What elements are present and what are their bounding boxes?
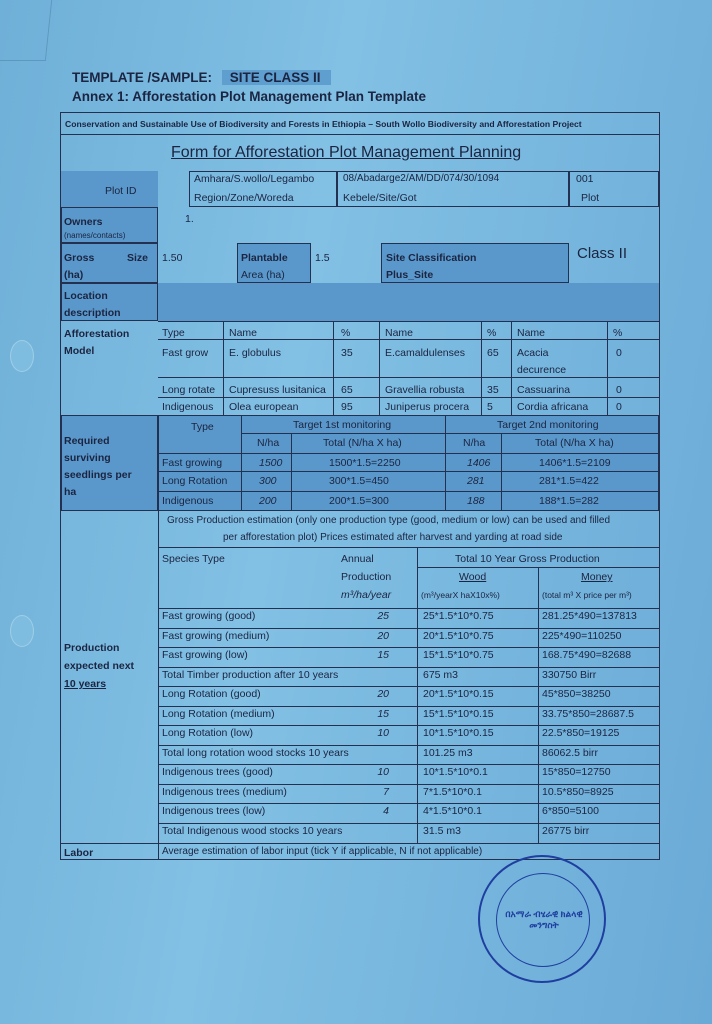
model-type: Fast grow: [162, 347, 209, 359]
species-name: Olea european: [229, 401, 299, 413]
production-header: Production: [341, 571, 392, 583]
owners-sub-label: (names/contacts): [64, 231, 126, 240]
production-money: 168.75*490=82688: [542, 649, 632, 661]
production-wood: 20*1.5*10*0.15: [423, 688, 494, 700]
stamp-text: በአማራ ብሄራዊ ክልላዊ መንግስት: [505, 909, 583, 930]
description-label: description: [64, 307, 121, 319]
seedling-n1: 200: [259, 495, 277, 507]
production-annual: 7: [383, 785, 389, 798]
production-species: Total Indigenous wood stocks 10 years: [162, 824, 343, 837]
money-header: Money: [581, 571, 613, 583]
seedling-total1: 300*1.5=450: [329, 475, 389, 487]
seedling-type: Fast growing: [162, 457, 223, 469]
species-name: Gravellia robusta: [385, 384, 465, 396]
production-species: Indigenous trees (medium): [162, 785, 287, 798]
seedling-n2: 188: [467, 495, 485, 507]
total-header: Total (N/ha X ha): [535, 437, 614, 449]
model-type: Indigenous: [162, 401, 214, 413]
production-annual: 25: [377, 610, 389, 622]
annual-header: Annual: [341, 553, 374, 565]
production-wood: 675 m3: [423, 668, 459, 681]
seedling-total2: 188*1.5=282: [539, 495, 599, 507]
seedling-n2: 1406: [467, 457, 491, 469]
production-annual: 15: [377, 649, 389, 661]
model-pct-header: %: [341, 327, 351, 339]
model-label: Afforestation: [64, 328, 130, 340]
seedling-total1: 1500*1.5=2250: [329, 457, 401, 469]
production-species: Indigenous trees (good): [162, 766, 273, 778]
production-species: Fast growing (medium): [162, 629, 270, 642]
seedling-total1: 200*1.5=300: [329, 495, 389, 507]
production-wood: 7*1.5*10*0.1: [423, 785, 482, 798]
target2-header: Target 2nd monitoring: [497, 419, 599, 431]
class-value: Class II: [577, 245, 628, 262]
production-money: 22.5*850=19125: [542, 727, 620, 739]
species-pct: 35: [487, 384, 499, 396]
production-money: 15*850=12750: [542, 766, 611, 778]
species-pct: 95: [341, 401, 353, 413]
template-heading: [72, 70, 331, 85]
punch-hole: [10, 615, 34, 647]
seedling-n1: 1500: [259, 457, 283, 469]
species-pct: 0: [616, 384, 622, 396]
model-name-header: Name: [517, 327, 546, 339]
area-label: Area (ha): [241, 269, 285, 281]
wood-sub-header: (m³/yearX haX10x%): [421, 590, 500, 600]
plantable-value: 1.5: [315, 252, 330, 264]
species-pct: 65: [487, 347, 499, 359]
production-wood: 15*1.5*10*0.75: [423, 649, 494, 661]
production-wood: 10*1.5*10*0.15: [423, 727, 494, 739]
plus-site-label: Plus_Site: [386, 269, 434, 281]
species-pct: 5: [487, 401, 493, 413]
official-stamp: [478, 855, 606, 983]
owners-value: 1.: [185, 213, 194, 225]
seedling-n1: 300: [259, 475, 277, 487]
kebele-label: Kebele/Site/Got: [343, 192, 417, 204]
production-annual: 20: [377, 688, 389, 700]
production-money: 6*850=5100: [542, 805, 599, 817]
model-name-header: Name: [229, 327, 258, 339]
production-annual: 10: [377, 766, 389, 778]
kebele-value: 08/Abadarge2/AM/DD/074/30/1094: [343, 173, 500, 184]
species-name: Cordia africana: [517, 401, 589, 413]
species-name: E.camaldulenses: [385, 347, 465, 359]
production-label-3: 10 years: [64, 678, 107, 690]
production-species: Long Rotation (low): [162, 727, 254, 739]
seedling-type: Long Rotation: [162, 475, 228, 487]
production-species: Fast growing (good): [162, 610, 256, 622]
seedling-total2: 1406*1.5=2109: [539, 457, 611, 469]
plantable-label: Plantable: [241, 252, 288, 264]
production-species: Fast growing (low): [162, 649, 248, 661]
production-annual: 10: [377, 727, 389, 739]
seedling-total2: 281*1.5=422: [539, 475, 599, 487]
production-wood: 20*1.5*10*0.75: [423, 629, 494, 642]
template-label: TEMPLATE /SAMPLE:: [72, 70, 212, 85]
production-species: Long Rotation (good): [162, 688, 261, 700]
production-label-2: expected next: [64, 660, 135, 672]
ha-label: (ha): [64, 269, 84, 281]
production-annual: 15: [377, 707, 389, 720]
seedlings-type-header: Type: [191, 421, 214, 433]
species-pct: 0: [616, 401, 622, 413]
seedling-type: Indigenous: [162, 495, 214, 507]
gross-value: 1.50: [162, 252, 183, 264]
production-label: Production: [64, 642, 120, 654]
labor-text: Average estimation of labor input (tick Y if applicable, N if not applicable): [162, 846, 483, 857]
seedlings-label: Required surviving seedlings per ha: [64, 435, 132, 498]
total-header: Total (N/ha X ha): [323, 437, 402, 449]
production-wood: 15*1.5*10*0.15: [423, 707, 494, 720]
form-title: Form for Afforestation Plot Management Planning: [171, 144, 522, 161]
species-pct: 65: [341, 384, 353, 396]
site-class-heading: SITE CLASS II: [222, 70, 331, 85]
production-note-2: per afforestation plot) Prices estimated after harvest and yarding at road side: [223, 532, 563, 543]
model-type-header: Type: [162, 327, 185, 339]
region-value: Amhara/S.wollo/Legambo: [194, 173, 315, 185]
production-money: 26775 birr: [542, 824, 590, 837]
species-name: Cupresuss lusitanica: [229, 384, 326, 396]
location-label: Location: [64, 290, 108, 302]
production-money: 330750 Birr: [542, 668, 597, 681]
wood-header: Wood: [459, 571, 487, 583]
region-label: Region/Zone/Woreda: [194, 192, 294, 204]
owners-label: Owners: [64, 216, 103, 228]
production-species: Total long rotation wood stocks 10 years: [162, 746, 349, 759]
total-production-header: Total 10 Year Gross Production: [455, 553, 600, 565]
production-species: Long Rotation (medium): [162, 707, 275, 720]
unit-header: m³/ha/year: [341, 589, 392, 601]
production-wood: 4*1.5*10*0.1: [423, 805, 482, 817]
plot-label: Plot: [581, 192, 600, 204]
production-note: Gross Production estimation (only one production type (good, medium or low) can be used and filled: [167, 515, 611, 526]
species-name: Juniperus procera: [385, 401, 470, 413]
punch-hole: [10, 340, 34, 372]
site-class-label: Site Classification: [386, 252, 477, 264]
nha-header: N/ha: [463, 437, 486, 449]
species-name: Acacia: [517, 347, 549, 359]
model-name-header: Name: [385, 327, 414, 339]
production-money: 10.5*850=8925: [542, 785, 614, 798]
location-value-cell: [158, 283, 659, 321]
species-name-2: decurence: [517, 364, 567, 376]
production-annual: 20: [377, 629, 389, 642]
production-annual: 4: [383, 805, 389, 817]
target1-header: Target 1st monitoring: [293, 419, 392, 431]
labor-label: Labor: [64, 847, 94, 859]
page-corner: [0, 0, 52, 61]
production-species: Total Timber production after 10 years: [162, 668, 339, 681]
annex-heading: Annex 1: Afforestation Plot Management Plan Template: [72, 89, 427, 104]
production-wood: 10*1.5*10*0.1: [423, 766, 488, 778]
production-wood: 101.25 m3: [423, 746, 473, 759]
species-name: Cassuarina: [517, 384, 571, 396]
model-pct-header: %: [613, 327, 623, 339]
gross-label: Gross: [64, 252, 95, 264]
species-pct: 0: [616, 347, 622, 359]
model-type: Long rotate: [162, 384, 216, 396]
production-money: 86062.5 birr: [542, 746, 599, 759]
plan-form: [60, 112, 660, 860]
money-sub-header: (total m³ X price per m³): [542, 590, 632, 600]
species-pct: 35: [341, 347, 353, 359]
size-label: Size: [127, 252, 149, 264]
model-label-2: Model: [64, 345, 95, 357]
species-type-header: Species Type: [162, 553, 225, 565]
plot-number-value: 001: [576, 173, 594, 185]
production-species: Indigenous trees (low): [162, 805, 266, 817]
production-money: 33.75*850=28687.5: [542, 707, 634, 720]
production-wood: 31.5 m3: [423, 824, 461, 837]
production-wood: 25*1.5*10*0.75: [423, 610, 494, 622]
model-pct-header: %: [487, 327, 497, 339]
species-name: E. globulus: [229, 347, 281, 359]
production-money: 45*850=38250: [542, 688, 611, 700]
project-banner: Conservation and Sustainable Use of Biodiversity and Forests in Ethiopia – South Wollo Biodiversity and Afforestation Project: [61, 113, 659, 135]
plot-id-label: Plot ID: [105, 185, 137, 197]
production-money: 281.25*490=137813: [542, 610, 637, 622]
nha-header: N/ha: [257, 437, 280, 449]
production-money: 225*490=110250: [542, 629, 622, 642]
seedling-n2: 281: [467, 475, 485, 487]
